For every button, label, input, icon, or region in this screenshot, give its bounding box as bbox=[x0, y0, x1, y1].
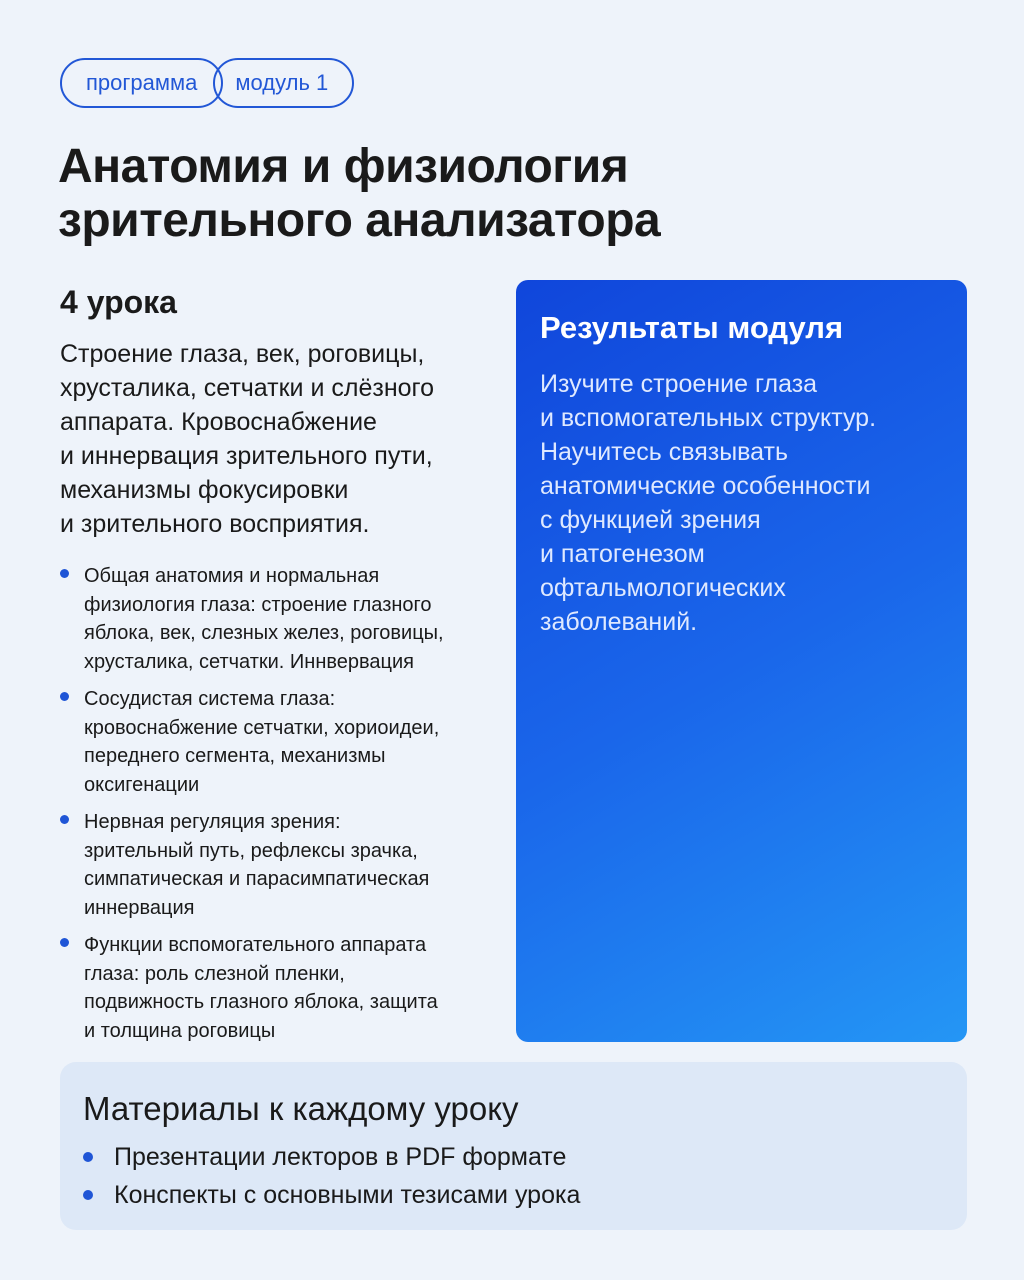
bullet-icon bbox=[83, 1190, 93, 1200]
topic-line: физиология глаза: строение глазного bbox=[84, 593, 432, 616]
results-title: Результаты модуля bbox=[540, 310, 844, 345]
results-line: Изучите строение глаза bbox=[540, 370, 818, 398]
page-title-line: зрительного анализатора bbox=[58, 194, 661, 247]
page-title-line: Анатомия и физиология bbox=[58, 140, 629, 193]
topic-line: Нервная регуляция зрения: bbox=[84, 811, 341, 833]
results-line: и патогенезом bbox=[540, 540, 705, 568]
bullet-icon bbox=[60, 815, 69, 824]
list-item bbox=[83, 1138, 580, 1176]
topic-line: зрительный путь, рефлексы зрачка, bbox=[84, 839, 418, 862]
topic-line: яблока, век, слезных желез, роговицы, bbox=[84, 622, 444, 644]
bullet-icon bbox=[83, 1152, 93, 1162]
page-title bbox=[58, 140, 758, 248]
results-line: офтальмологических bbox=[540, 574, 786, 602]
list-item bbox=[83, 1176, 580, 1214]
results-line: с функцией зрения bbox=[540, 506, 761, 534]
materials-item-label: Презентации лекторов в PDF формате bbox=[114, 1143, 567, 1171]
topic-line: симпатическая и парасимпатическая bbox=[84, 868, 430, 890]
breadcrumb-module-pill[interactable]: модуль 1 bbox=[213, 58, 354, 108]
materials-title: Материалы к каждому уроку bbox=[83, 1090, 519, 1127]
topic-line: и толщина роговицы bbox=[84, 1019, 276, 1042]
list-item bbox=[60, 562, 510, 676]
results-line: заболеваний. bbox=[540, 608, 698, 636]
results-line: и вспомогательных структур. bbox=[540, 404, 877, 432]
bullet-icon bbox=[60, 569, 69, 578]
list-item bbox=[60, 685, 510, 799]
description-line: и иннервация зрительного пути, bbox=[60, 442, 433, 470]
results-line: Научитесь связывать bbox=[540, 438, 789, 466]
description-line: хрусталика, сетчатки и слёзного bbox=[60, 374, 434, 402]
list-item bbox=[60, 931, 510, 1045]
topic-line: Функции вспомогательного аппарата bbox=[84, 934, 427, 956]
topic-line: глаза: роль слезной пленки, bbox=[84, 962, 345, 985]
bullet-icon bbox=[60, 692, 69, 701]
results-text bbox=[540, 367, 876, 639]
topic-line: Общая анатомия и нормальная bbox=[84, 565, 380, 587]
materials-card bbox=[60, 1062, 967, 1230]
bullet-icon bbox=[60, 938, 69, 947]
description-line: и зрительного восприятия. bbox=[60, 510, 370, 538]
materials-list bbox=[83, 1138, 580, 1214]
breadcrumb-program-pill[interactable]: программа bbox=[60, 58, 223, 108]
description-line: аппарата. Кровоснабжение bbox=[60, 408, 377, 436]
topic-line: Сосудистая система глаза: bbox=[84, 688, 336, 710]
materials-item-label: Конспекты с основными тезисами урока bbox=[114, 1181, 581, 1209]
topic-line: оксигенации bbox=[84, 773, 200, 796]
module-results-card bbox=[516, 280, 967, 1042]
topic-line: иннервация bbox=[84, 896, 195, 919]
topic-line: кровоснабжение сетчатки, хориоидеи, bbox=[84, 716, 440, 739]
list-item bbox=[60, 808, 510, 922]
description-line: Строение глаза, век, роговицы, bbox=[60, 340, 425, 368]
topics-list bbox=[60, 562, 510, 1054]
topic-line: переднего сегмента, механизмы bbox=[84, 745, 386, 767]
topic-line: подвижность глазного яблока, защита bbox=[84, 991, 438, 1013]
breadcrumb bbox=[60, 58, 354, 108]
module-description bbox=[60, 337, 510, 541]
lessons-count: 4 урока bbox=[60, 284, 177, 320]
results-line: анатомические особенности bbox=[540, 472, 871, 500]
description-line: механизмы фокусировки bbox=[60, 476, 349, 504]
topic-line: хрусталика, сетчатки. Иннвервация bbox=[84, 650, 415, 673]
